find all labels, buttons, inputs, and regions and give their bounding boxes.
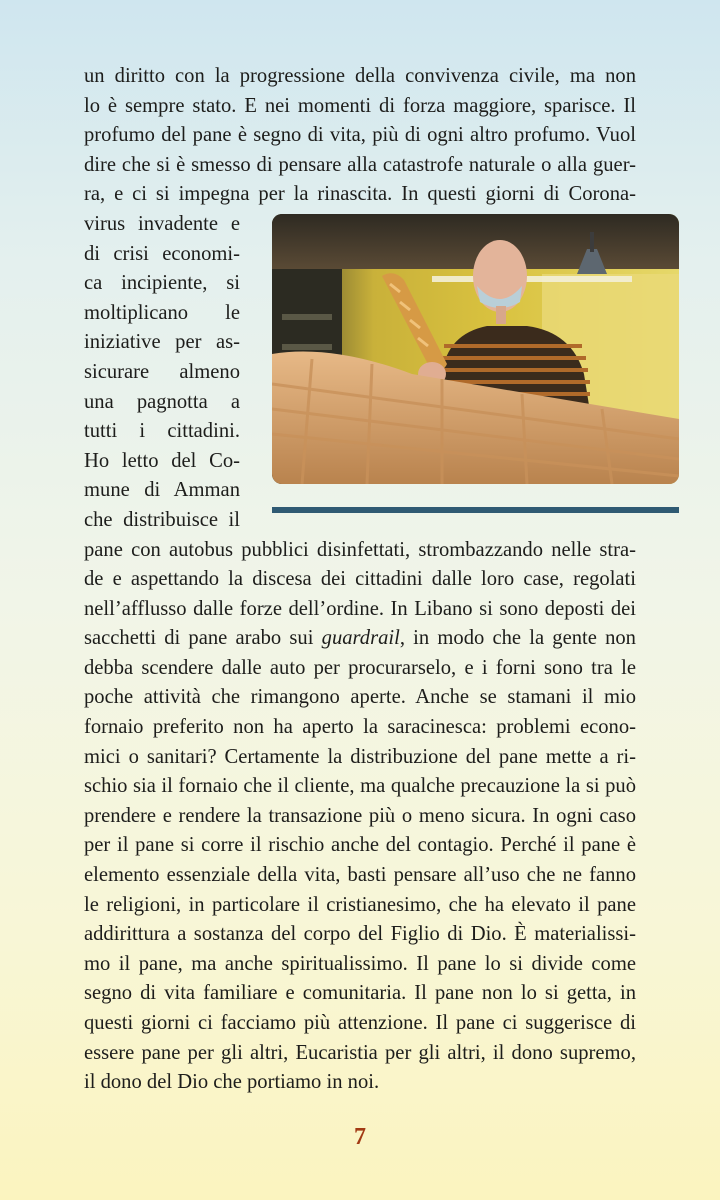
paragraph-top bbox=[84, 62, 636, 210]
text-line: pane con autobus pubblici disinfettati, strombazzando nelle stra- bbox=[84, 538, 636, 561]
text-line: mici o sanitari? Certamente la distribuzione del pane mette a ri- bbox=[84, 745, 636, 768]
italic-word: guardrail bbox=[321, 627, 400, 650]
text-line: lo è sempre stato. E nei momenti di forza maggiore, sparisce. Il bbox=[84, 94, 636, 117]
text-line: una pagnotta a bbox=[84, 390, 240, 413]
text-line: tutti i cittadini. bbox=[84, 420, 240, 443]
text-line: ca incipiente, si bbox=[84, 272, 240, 295]
text-line: segno di vita familiare e comunitaria. Il pane non lo si getta, in bbox=[84, 982, 636, 1005]
text-line: moltiplicano le bbox=[84, 301, 240, 324]
text-line: de e aspettando la discesa dei cittadini dalle loro case, regolati bbox=[84, 568, 636, 591]
text-line: di crisi economi- bbox=[84, 242, 240, 265]
text-line: poche attività che rimangono aperte. Anche se stamani il mio bbox=[84, 686, 636, 709]
text-line: ra, e ci si impegna per la rinascita. In questi giorni di Corona- bbox=[84, 183, 636, 206]
text-line: questi giorni ci facciamo più attenzione. Il pane ci suggerisce di bbox=[84, 1012, 636, 1034]
divider-rule bbox=[272, 507, 679, 513]
text-line-guardrail: sacchetti di pane arabo sui guardrail, in modo che la gente non bbox=[84, 627, 636, 650]
text-line: essere pane per gli altri, Eucaristia per gli altri, il dono supremo, bbox=[84, 1041, 636, 1064]
text-line: il dono del Dio che portiamo in noi. bbox=[84, 1071, 380, 1094]
text-line: che distribuisce il bbox=[84, 508, 240, 531]
text-line: elemento essenziale della vita, basti pensare all’uso che ne fanno bbox=[84, 864, 636, 887]
text-line: fornaio preferito non ha aperto la saracinesca: problemi econo- bbox=[84, 716, 636, 739]
text-line: profumo del pane è segno di vita, più di ogni altro profumo. Vuol bbox=[84, 124, 636, 147]
text-line: debba scendere dalle auto per procurarselo, e i forni sono tra le bbox=[84, 656, 636, 679]
text-line: mo il pane, ma anche spiritualissimo. Il pane lo si divide come bbox=[84, 952, 636, 975]
text-line: dire che si è smesso di pensare alla catastrofe naturale o alla guer- bbox=[84, 153, 636, 176]
text-line: addirittura a sostanza del corpo del Figlio di Dio. È materialissi- bbox=[84, 923, 636, 946]
bread-shopper-photo bbox=[272, 214, 679, 484]
text-line: nell’afflusso dalle forze dell’ordine. In Libano si sono deposti dei bbox=[84, 597, 636, 620]
text-line: sicurare almeno bbox=[84, 360, 240, 383]
text-line: un diritto con la progressione della convivenza civile, ma non bbox=[84, 65, 636, 87]
text-line: mune di Amman bbox=[84, 479, 240, 502]
text-line: Ho letto del Co- bbox=[84, 449, 240, 472]
text-line: iniziative per as- bbox=[84, 331, 240, 354]
text-line: le religioni, in particolare il cristianesimo, che ha elevato il pane bbox=[84, 893, 636, 916]
page-number: 7 bbox=[354, 1124, 366, 1150]
text-line: prendere e rendere la transazione più o meno sicura. In ogni caso bbox=[84, 804, 636, 827]
text-line: per il pane si corre il rischio anche del contagio. Perché il pane è bbox=[84, 834, 636, 857]
paragraph-wrapped bbox=[84, 210, 240, 536]
text-line: virus invadente e bbox=[84, 212, 240, 235]
text-line: schio sia il fornaio che il cliente, ma qualche precauzione la si può bbox=[84, 775, 636, 798]
paragraph-bottom bbox=[84, 536, 636, 1098]
